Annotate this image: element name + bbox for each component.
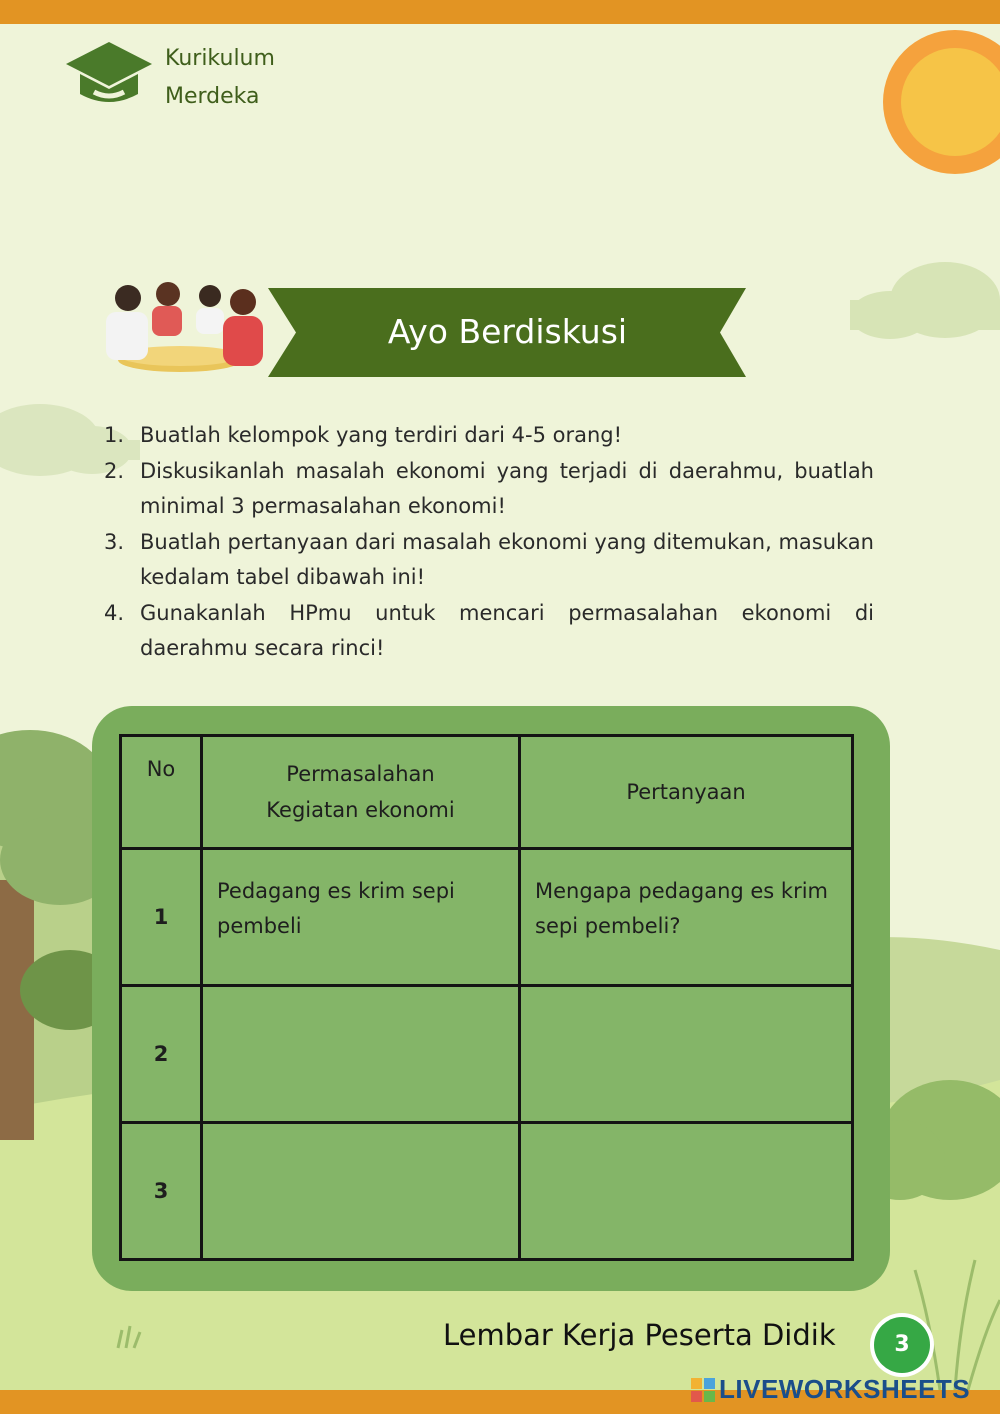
instruction-number: 4. xyxy=(104,600,125,625)
row-number: 2 xyxy=(121,986,202,1123)
watermark-text: LIVEWORKSHEETS xyxy=(719,1374,971,1404)
problem-cell[interactable]: Pedagang es krim sepi pembeli xyxy=(202,849,520,986)
question-cell[interactable]: Mengapa pedagang es krim sepi pembeli? xyxy=(520,849,853,986)
question-cell[interactable] xyxy=(520,1123,853,1260)
economic-problems-table xyxy=(119,734,854,1261)
instruction-item xyxy=(104,454,874,525)
instruction-text: Buatlah kelompok yang terdiri dari 4-5 orang! xyxy=(140,423,623,447)
instruction-text: Gunakanlah HPmu untuk mencari permasalahan ekonomi di daerahmu secara rinci! xyxy=(140,600,874,660)
sun-icon xyxy=(883,30,1000,174)
header-problem xyxy=(202,736,520,849)
table-row xyxy=(121,849,853,986)
header-no: No xyxy=(121,736,202,849)
cloud-right xyxy=(850,262,1000,339)
header-question: Pertanyaan xyxy=(520,736,853,849)
problem-cell[interactable] xyxy=(202,1123,520,1260)
footer-title: Lembar Kerja Peserta Didik xyxy=(443,1318,836,1352)
header-problem-line-2: Kegiatan ekonomi xyxy=(266,798,455,822)
problem-cell[interactable] xyxy=(202,986,520,1123)
instruction-text: Diskusikanlah masalah ekonomi yang terjadi di daerahmu, buatlah minimal 3 permasalahan ekonomi! xyxy=(140,458,874,518)
liveworksheets-icon xyxy=(691,1378,715,1402)
logo-line-1: Kurikulum xyxy=(165,46,275,71)
header-problem-line-1: Permasalahan xyxy=(286,762,435,786)
students-discussion-illustration xyxy=(88,278,268,378)
page-number: 3 xyxy=(894,1332,910,1357)
instruction-item xyxy=(104,418,874,454)
row-number: 3 xyxy=(121,1123,202,1260)
instruction-list xyxy=(104,418,874,667)
liveworksheets-watermark xyxy=(691,1374,970,1405)
graduation-cap-icon xyxy=(64,40,154,112)
section-title: Ayo Berdiskusi xyxy=(387,312,628,351)
instruction-item xyxy=(104,525,874,596)
instruction-number: 3. xyxy=(104,529,125,554)
instruction-item xyxy=(104,596,874,667)
question-cell[interactable] xyxy=(520,986,853,1123)
table-row xyxy=(121,986,853,1123)
instruction-text: Buatlah pertanyaan dari masalah ekonomi yang ditemukan, masukan kedalam tabel dibawah ini! xyxy=(140,529,874,589)
curriculum-logo-text xyxy=(165,40,275,116)
table-row xyxy=(121,1123,853,1260)
instruction-number: 1. xyxy=(104,423,125,447)
logo-line-2: Merdeka xyxy=(165,84,260,109)
instruction-number: 2. xyxy=(104,458,125,483)
table-header-row xyxy=(121,736,853,849)
row-number: 1 xyxy=(121,849,202,986)
